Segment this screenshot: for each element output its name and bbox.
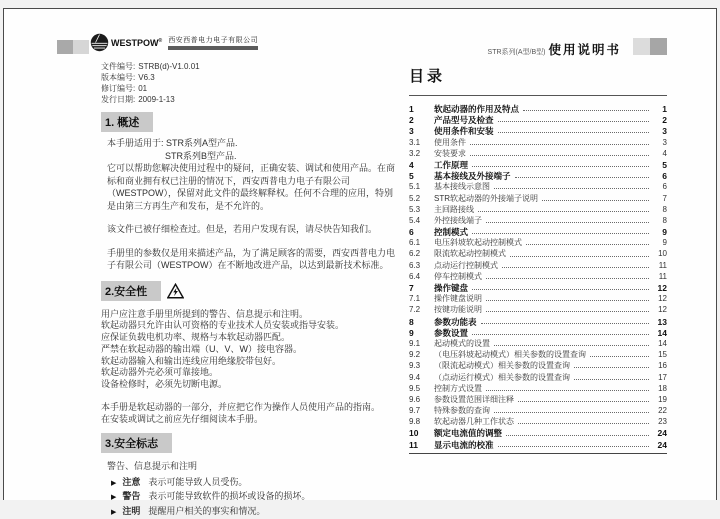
accent-block-light — [633, 38, 650, 55]
toc-entry-number: 3.2 — [409, 148, 421, 158]
toc-entry-page: 15 — [658, 350, 667, 360]
bullet-term: 警告 — [122, 491, 141, 502]
toc-entry-title: 显示电流的校准 — [434, 439, 494, 450]
toc-entry-page: 14 — [658, 338, 667, 348]
toc-entry — [409, 125, 667, 136]
toc-entry — [409, 193, 667, 204]
dot-leader — [498, 128, 649, 133]
toc-entry-number: 9.2 — [409, 350, 421, 360]
toc-entry — [409, 383, 667, 394]
toc-entry-title: 限流软起动控制模式 — [434, 249, 506, 259]
doc-series: STR系列(A型/B型) — [487, 49, 546, 56]
warning-triangle-icon — [167, 283, 184, 299]
toc-entry-page: 22 — [658, 406, 667, 416]
toc-entry-page: 24 — [657, 428, 667, 439]
bullet-term: 注意 — [122, 476, 141, 487]
toc-entry-number: 7.1 — [409, 294, 421, 304]
scan-page-frame — [3, 8, 717, 516]
toc-entry-number: 2 — [409, 115, 414, 126]
toc-entry-title: 基本接线及外接端子 — [434, 171, 511, 182]
toc-entry — [409, 103, 667, 114]
dot-leader — [486, 218, 649, 223]
toc-entry — [409, 394, 667, 405]
document-info-block — [101, 61, 395, 105]
safety-line: 应保证负载电机功率、规格与本软起动器匹配。 — [101, 332, 291, 343]
toc-entry-number: 9.6 — [409, 394, 421, 404]
toc-entry-number: 6.1 — [409, 238, 421, 248]
toc-entry-number: 4 — [409, 159, 414, 170]
toc-entry — [409, 316, 667, 327]
toc-entry-number: 9.3 — [409, 361, 421, 371]
doc-title: 使用说明书 — [548, 43, 621, 57]
toc-entry-title: 主回路接线 — [434, 204, 474, 214]
toc-column — [409, 65, 667, 461]
toc-entry-title: 电压斜坡软起动控制模式 — [434, 238, 522, 248]
document-info-line — [101, 83, 395, 94]
bullet-arrow-icon: ▶ — [111, 479, 117, 487]
toc-entry-title: （电压斜坡起动模式）相关参数的设置查询 — [434, 350, 586, 360]
toc-entry-number: 6.3 — [409, 260, 421, 270]
safety-line: 在安装或调试之前应先仔细阅读本手册。 — [101, 413, 264, 424]
dot-leader — [498, 442, 649, 447]
dot-leader — [518, 419, 649, 424]
toc-entry-title: 特殊参数的查询 — [434, 406, 490, 416]
dot-leader — [494, 341, 649, 346]
paragraph: 该文件已被仔细检查过。但是，若用户发现有误，请尽快告知我们。 — [107, 224, 378, 234]
bullet-description: 提醒用户相关的事实和情况。 — [148, 505, 266, 516]
safety-line: 软起动器只允许由认可资格的专业技术人员安装或指导安装。 — [101, 320, 345, 331]
toc-entry-title: 软起动器几种工作状态 — [434, 417, 514, 427]
bullet-item — [111, 476, 395, 491]
registered-mark: ® — [158, 37, 163, 44]
safety-line: 软起动器外壳必须可靠接地。 — [101, 367, 219, 378]
toc-entry-title: （限流起动模式）相关参数的设置查询 — [434, 361, 570, 371]
dot-leader — [472, 162, 649, 167]
toc-entry — [409, 181, 667, 192]
toc-entry-page: 12 — [658, 305, 667, 315]
toc-entry-number: 5.2 — [409, 193, 421, 203]
toc-entry — [409, 349, 667, 360]
toc-entry-number: 9.4 — [409, 372, 421, 382]
toc-entry-number: 9.5 — [409, 383, 421, 393]
toc-entry-page: 9 — [662, 227, 667, 238]
toc-entry-number: 9.1 — [409, 338, 421, 348]
toc-entry — [409, 372, 667, 383]
toc-entry-title: 外控接线端子 — [434, 215, 482, 225]
toc-entry-page: 8 — [662, 204, 667, 214]
section-3-intro: 警告、信息提示和注明 — [107, 460, 198, 471]
toc-entry — [409, 439, 667, 450]
toc-entry-number: 7 — [409, 283, 414, 293]
toc-entry — [409, 170, 667, 181]
toc-entry — [409, 137, 667, 148]
company-name: 西安西普电力电子有限公司 — [168, 37, 259, 44]
dot-leader — [494, 408, 649, 413]
toc-entry-title: 使用条件 — [434, 137, 466, 147]
toc-bottom-rule — [409, 453, 667, 454]
toc-entry-page: 18 — [658, 383, 667, 393]
dot-leader — [470, 140, 649, 145]
company-name-bar — [168, 46, 258, 50]
dot-leader — [574, 363, 649, 368]
toc-entry-page: 12 — [658, 294, 667, 304]
toc-entry-page: 17 — [658, 372, 667, 382]
toc-entry — [409, 327, 667, 338]
paragraph: STR系列B型产品. — [165, 150, 237, 161]
toc-entry-number: 8 — [409, 316, 414, 327]
dot-leader — [526, 240, 649, 245]
dot-leader — [481, 319, 649, 324]
dot-leader — [472, 330, 649, 335]
toc-entry-title: 工作原理 — [434, 159, 469, 170]
toc-entry-page: 8 — [662, 215, 667, 225]
dot-leader — [515, 173, 649, 178]
paragraph: 本手册适用于: STR系列A型产品. — [107, 138, 238, 148]
toc-entry-page: 10 — [658, 249, 667, 259]
header-accent-blocks-right — [633, 38, 667, 55]
toc-entry — [409, 293, 667, 304]
toc-entry-title: 停车控制模式 — [434, 271, 482, 281]
section-3-heading: 3.安全标志 — [101, 433, 172, 453]
toc-entry-page: 19 — [658, 394, 667, 404]
toc-entry — [409, 159, 667, 170]
toc-entry-title: 参数设置 — [434, 327, 469, 338]
toc-entry-title: 使用条件和安装 — [434, 126, 494, 137]
accent-block-dark — [57, 40, 73, 54]
section-1-heading: 1. 概述 — [101, 112, 153, 132]
paragraph: 手册里的参数仅是用来描述产品，为了满足顾客的需要，西安西普电力电子有限公司（WESTPOW）在不断地改进产品，以达到最新技术标准。 — [107, 247, 396, 270]
toc-entry-page: 4 — [662, 148, 667, 158]
toc-entry-number: 7.2 — [409, 305, 421, 315]
toc-entry-page: 11 — [658, 260, 667, 270]
dot-leader — [486, 386, 649, 391]
bullet-description: 表示可能导致人员受伤。 — [148, 476, 248, 487]
toc-entry — [409, 215, 667, 226]
toc-entry-title: 额定电流值的调整 — [434, 428, 503, 439]
toc-list — [409, 103, 667, 450]
info-value: V6.3 — [138, 73, 155, 82]
section-1-paragraphs — [101, 137, 395, 272]
dot-leader — [506, 431, 649, 436]
toc-entry-page: 6 — [662, 171, 667, 182]
dot-leader — [486, 296, 649, 301]
bullet-description: 表示可能导致软件的损坏或设备的损坏。 — [148, 491, 311, 502]
toc-entry-page: 9 — [662, 238, 667, 248]
toc-entry — [409, 338, 667, 349]
info-label: 版本编号: — [101, 73, 136, 82]
toc-entry-title: 安装要求 — [434, 148, 466, 158]
document-info-line — [101, 94, 395, 105]
toc-entry-page: 2 — [662, 115, 667, 126]
safety-line: 设备检修时，必须先切断电源。 — [101, 379, 228, 390]
safety-line: 严禁在软起动器的输出端（U、V、W）接电容器。 — [101, 343, 302, 354]
safety-line: 用户应注意手册里所提到的警告、信息提示和注明。 — [101, 308, 309, 319]
dot-leader — [498, 117, 649, 122]
info-label: 发行日期: — [101, 95, 136, 104]
safety-line: 本手册是软起动器的一部分，并应把它作为操作人员使用产品的指南。 — [101, 402, 381, 413]
paragraph: 它可以帮助您解决使用过程中的疑问，正确安装、调试和使用产品。在商标和商业拥有权已注册的情况下，西安西普电力电子有限公司（WESTPOW），保留对此文件的最终解释权。任何不合理的应用，特别是由第三方再生产和发布，是不允许的。 — [107, 163, 396, 211]
info-label: 文件编号: — [101, 62, 136, 71]
toc-entry-number: 1 — [409, 104, 414, 114]
toc-entry — [409, 204, 667, 215]
toc-entry-title: 参数功能表 — [434, 316, 477, 327]
toc-entry-title: 控制方式设置 — [434, 383, 482, 393]
dot-leader — [542, 196, 649, 201]
toc-entry-title: 操作键盘说明 — [434, 294, 482, 304]
dot-leader — [523, 106, 649, 111]
section-2-lines — [101, 309, 395, 426]
toc-entry — [409, 248, 667, 259]
dot-leader — [574, 375, 649, 380]
document-info-line — [101, 72, 395, 83]
toc-entry — [409, 282, 667, 293]
company-logo — [90, 33, 258, 52]
safety-line: 软起动器输入和输出连线应用绝缘胶带包好。 — [101, 355, 282, 366]
toc-entry-number: 5.4 — [409, 215, 421, 225]
dot-leader — [470, 151, 649, 156]
toc-entry-number: 6 — [409, 227, 414, 238]
toc-entry — [409, 148, 667, 159]
toc-entry-number: 5 — [409, 171, 414, 182]
toc-entry-number: 6.2 — [409, 249, 421, 259]
toc-entry-page: 24 — [657, 439, 667, 450]
toc-entry-number: 10 — [409, 428, 419, 439]
toc-entry-page: 6 — [662, 182, 667, 192]
toc-entry — [409, 304, 667, 315]
toc-entry-title: 产品型号及检查 — [434, 115, 494, 126]
dot-leader — [472, 229, 649, 234]
bullet-term: 注明 — [122, 505, 141, 516]
toc-entry-number: 5.1 — [409, 182, 421, 192]
toc-entry-number: 3 — [409, 126, 414, 137]
toc-entry — [409, 271, 667, 282]
dot-leader — [486, 307, 649, 312]
westpow-globe-icon — [90, 33, 109, 52]
dot-leader — [510, 252, 649, 257]
toc-entry — [409, 260, 667, 271]
document-info-line — [101, 61, 395, 72]
toc-entry-page: 13 — [657, 316, 667, 327]
toc-entry-page: 12 — [657, 283, 667, 293]
logo-wordmark: WESTPOW® — [111, 37, 163, 48]
toc-entry — [409, 360, 667, 371]
toc-entry-page: 3 — [662, 137, 667, 147]
toc-title: 目录 — [409, 68, 446, 85]
toc-entry-page: 7 — [662, 193, 667, 203]
toc-entry — [409, 114, 667, 125]
toc-top-rule — [409, 95, 667, 96]
accent-block-light — [73, 40, 89, 54]
toc-entry-number: 3.1 — [409, 137, 421, 147]
section-3-bullets — [101, 476, 395, 519]
bullet-item — [111, 505, 395, 519]
toc-entry-title: 控制模式 — [434, 227, 469, 238]
toc-entry-page: 16 — [658, 361, 667, 371]
section-2-heading: 2.安全性 — [101, 281, 161, 301]
dot-leader — [494, 184, 649, 189]
dot-leader — [472, 285, 649, 290]
toc-entry-title: 按键功能说明 — [434, 305, 482, 315]
toc-entry-title: 操作键盘 — [434, 283, 469, 293]
header-accent-blocks-left — [57, 40, 89, 54]
toc-entry-number: 9.8 — [409, 417, 421, 427]
dot-leader — [486, 274, 649, 279]
dot-leader — [502, 263, 649, 268]
dot-leader — [518, 397, 649, 402]
toc-entry — [409, 226, 667, 237]
bullet-arrow-icon: ▶ — [111, 494, 117, 502]
toc-entry-title: 参数设置范围详细注释 — [434, 394, 514, 404]
toc-entry-number: 5.3 — [409, 204, 421, 214]
toc-entry — [409, 427, 667, 438]
bullet-arrow-icon: ▶ — [111, 508, 117, 516]
bullet-item — [111, 490, 395, 505]
toc-entry-title: 点动运行控制模式 — [434, 260, 498, 270]
toc-entry-page: 23 — [658, 417, 667, 427]
toc-entry-page: 5 — [662, 159, 667, 170]
toc-entry — [409, 416, 667, 427]
toc-entry — [409, 237, 667, 248]
toc-entry-page: 14 — [657, 327, 667, 338]
document-title — [488, 40, 621, 58]
toc-entry-page: 3 — [662, 126, 667, 137]
toc-entry-number: 11 — [409, 439, 418, 450]
info-value: 01 — [138, 84, 148, 93]
toc-entry-number: 9 — [409, 327, 414, 338]
accent-block-dark — [650, 38, 667, 55]
toc-entry-number: 9.7 — [409, 406, 421, 416]
left-page-column — [101, 61, 395, 519]
toc-entry-page: 11 — [658, 271, 667, 281]
toc-entry-title: 起动模式的设置 — [434, 338, 490, 348]
dot-leader — [478, 207, 649, 212]
info-label: 修订编号: — [101, 84, 136, 93]
toc-entry-title: （点动运行模式）相关参数的设置查询 — [434, 372, 570, 382]
toc-entry — [409, 405, 667, 416]
toc-entry-title: 基本接线示意图 — [434, 182, 490, 192]
info-value: 2009-1-13 — [138, 95, 175, 104]
toc-entry-page: 1 — [662, 104, 667, 114]
toc-entry-title: STR软起动器的外接端子说明 — [434, 193, 538, 203]
toc-entry-number: 6.4 — [409, 271, 421, 281]
toc-entry-title: 软起动器的作用及特点 — [434, 104, 520, 114]
dot-leader — [590, 352, 649, 357]
info-value: STRB(d)-V1.0.01 — [138, 62, 200, 71]
